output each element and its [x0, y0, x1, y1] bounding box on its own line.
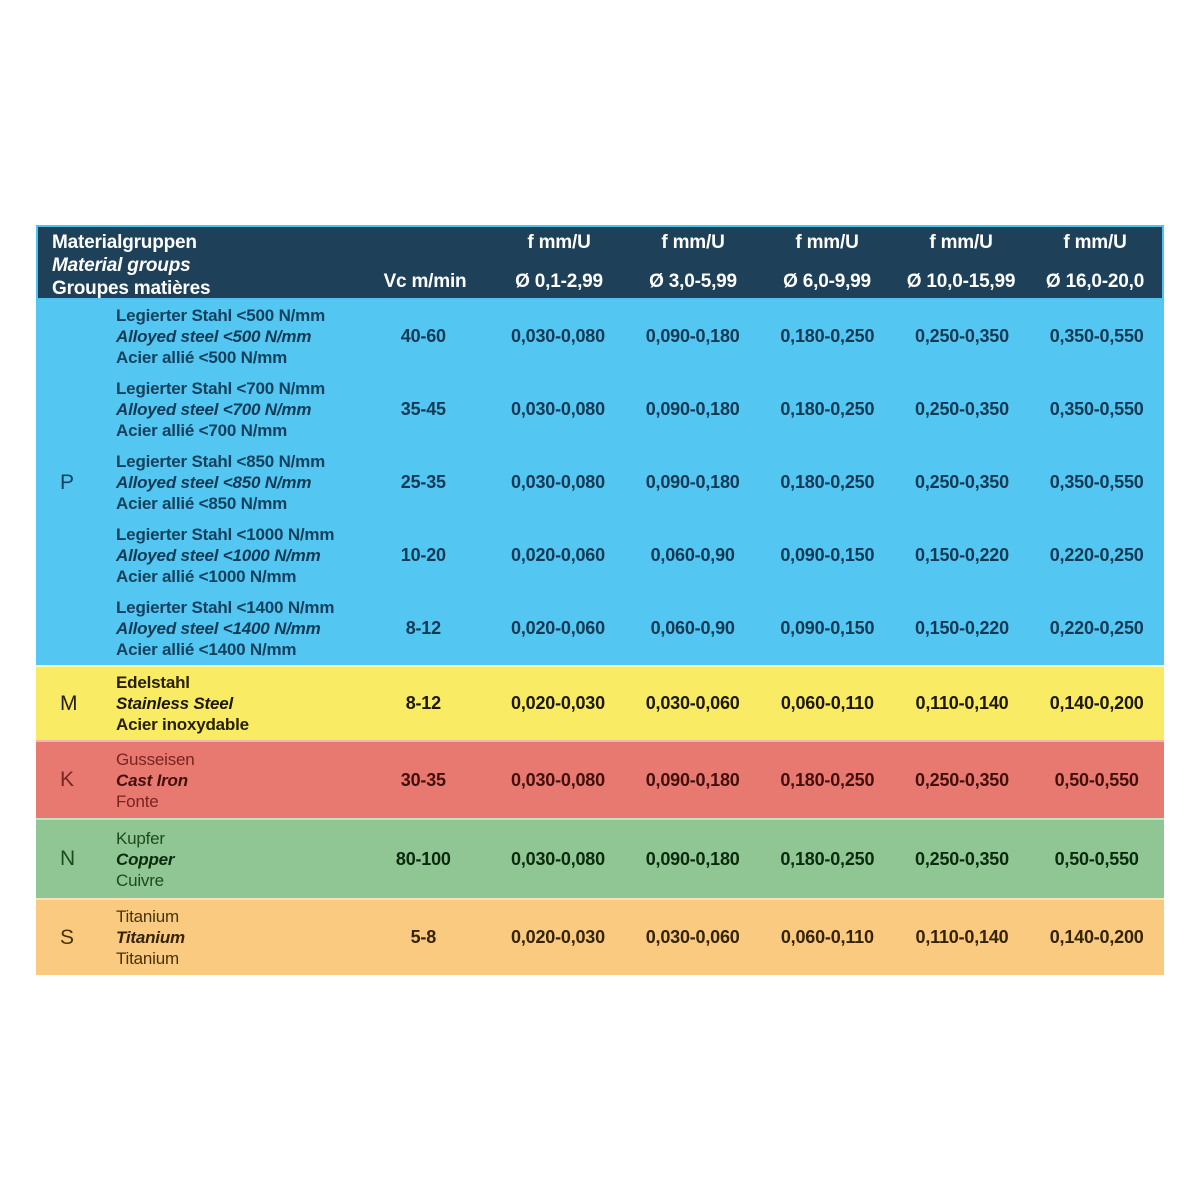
material-name-fr: Cuivre — [116, 870, 164, 890]
feed-value-col-5: 0,220-0,250 — [1049, 618, 1144, 638]
vc-value: 8-12 — [405, 693, 441, 713]
material-name-de: Titanium — [116, 907, 179, 926]
group-letter-S: S — [60, 925, 75, 949]
material-name-de: Legierter Stahl <1000 N/mm — [116, 525, 335, 544]
material-name-fr: Acier inoxydable — [116, 715, 249, 734]
material-name-de: Legierter Stahl <1400 N/mm — [116, 598, 335, 617]
feed-value-col-4: 0,250-0,350 — [915, 848, 1009, 869]
feed-value-col-3: 0,180-0,250 — [780, 769, 875, 790]
feed-value-col-4: 0,250-0,350 — [915, 769, 1009, 790]
feed-value-col-4: 0,110-0,140 — [915, 693, 1009, 713]
feed-value-col-5: 0,350-0,550 — [1049, 472, 1144, 492]
f-label: f mm/U — [661, 232, 725, 253]
header-material-groups — [38, 227, 358, 300]
material-name-de: Legierter Stahl <850 N/mm — [116, 452, 326, 471]
feed-value-col-1: 0,030-0,080 — [511, 326, 605, 346]
f-label: f mm/U — [929, 232, 993, 253]
feed-value-col-5: 0,50-0,550 — [1054, 769, 1139, 790]
feed-value-col-3: 0,090-0,150 — [780, 618, 875, 638]
header-vc — [358, 227, 492, 300]
feed-value-col-2: 0,090-0,180 — [645, 399, 740, 419]
f-label: f mm/U — [1063, 232, 1127, 253]
feed-value-col-1: 0,030-0,080 — [511, 848, 605, 869]
material-name-en: Alloyed steel <1400 N/mm — [116, 619, 321, 638]
feed-value-col-1: 0,020-0,060 — [511, 618, 605, 638]
material-name-de: Edelstahl — [116, 673, 190, 692]
table-header — [36, 225, 1164, 300]
feed-value-col-4: 0,250-0,350 — [915, 326, 1009, 346]
feed-value-col-4: 0,110-0,140 — [915, 927, 1009, 947]
feed-value-col-2: 0,060-0,90 — [650, 618, 735, 638]
vc-label: Vc m/min — [383, 271, 467, 292]
material-name — [116, 820, 356, 898]
feed-value-col-3: 0,180-0,250 — [780, 472, 875, 492]
section-S — [36, 898, 1164, 975]
material-name-en: Stainless Steel — [116, 694, 234, 713]
material-name — [116, 900, 356, 975]
header-title-en: Material groups — [52, 255, 191, 276]
diameter-range: Ø 3,0-5,99 — [649, 271, 737, 292]
feed-value-col-1: 0,030-0,080 — [511, 399, 605, 419]
vc-value: 40-60 — [400, 326, 446, 346]
material-name-de: Gusseisen — [116, 749, 195, 769]
material-name — [116, 742, 356, 818]
material-name-fr: Titanium — [116, 949, 179, 968]
feed-value-col-1: 0,020-0,060 — [511, 545, 605, 565]
material-name-de: Legierter Stahl <500 N/mm — [116, 306, 326, 325]
material-name-fr: Fonte — [116, 791, 159, 811]
material-name-de: Kupfer — [116, 828, 165, 848]
material-name-en: Alloyed steel <500 N/mm — [116, 327, 312, 346]
feed-value-col-3: 0,060-0,110 — [780, 693, 874, 713]
header-f-col-2 — [626, 227, 760, 300]
feed-value-col-2: 0,090-0,180 — [645, 848, 740, 869]
feed-value-col-4: 0,250-0,350 — [915, 472, 1009, 492]
feed-value-col-5: 0,140-0,200 — [1049, 693, 1144, 713]
feed-value-col-4: 0,150-0,220 — [915, 618, 1009, 638]
section-K — [36, 740, 1164, 818]
feed-value-col-2: 0,030-0,060 — [645, 693, 740, 713]
group-letter-P: P — [60, 470, 75, 494]
vc-value: 8-12 — [405, 618, 441, 638]
diameter-range: Ø 6,0-9,99 — [783, 271, 871, 292]
material-name-en: Copper — [116, 849, 175, 869]
material-name-fr: Acier allié <850 N/mm — [116, 494, 288, 513]
feed-value-col-3: 0,180-0,250 — [780, 848, 875, 869]
feed-value-col-2: 0,090-0,180 — [645, 769, 740, 790]
material-name-fr: Acier allié <700 N/mm — [116, 421, 288, 440]
header-title-de: Materialgruppen — [52, 232, 197, 253]
feed-value-col-2: 0,090-0,180 — [645, 472, 740, 492]
material-name-en: Alloyed steel <700 N/mm — [116, 400, 312, 419]
group-letter-K: K — [60, 768, 75, 791]
feed-value-col-3: 0,180-0,250 — [780, 399, 875, 419]
material-name — [116, 667, 356, 740]
table-body — [36, 300, 1164, 975]
feed-value-col-5: 0,220-0,250 — [1049, 545, 1144, 565]
feed-value-col-4: 0,150-0,220 — [915, 545, 1009, 565]
feed-value-col-2: 0,090-0,180 — [645, 326, 740, 346]
material-name — [116, 519, 356, 592]
section-N — [36, 818, 1164, 898]
feed-value-col-5: 0,350-0,550 — [1049, 399, 1144, 419]
feed-value-col-5: 0,50-0,550 — [1054, 848, 1139, 869]
diameter-range: Ø 16,0-20,0 — [1045, 271, 1145, 292]
header-f-col-3 — [760, 227, 894, 300]
material-name-en: Alloyed steel <1000 N/mm — [116, 546, 321, 565]
material-name-en: Alloyed steel <850 N/mm — [116, 473, 312, 492]
diameter-range: Ø 10,0-15,99 — [906, 271, 1016, 292]
header-f-col-5 — [1028, 227, 1162, 300]
diameter-range: Ø 0,1-2,99 — [515, 271, 603, 292]
material-name-fr: Acier allié <1400 N/mm — [116, 640, 297, 659]
material-name-fr: Acier allié <1000 N/mm — [116, 567, 297, 586]
section-M — [36, 665, 1164, 740]
feed-value-col-3: 0,090-0,150 — [780, 545, 875, 565]
vc-value: 5-8 — [410, 927, 437, 947]
vc-value: 10-20 — [400, 545, 446, 565]
header-title-fr: Groupes matières — [52, 278, 211, 299]
feed-value-col-1: 0,020-0,030 — [511, 927, 605, 947]
feed-value-col-1: 0,020-0,030 — [511, 693, 605, 713]
f-label: f mm/U — [527, 232, 591, 253]
feed-value-col-2: 0,030-0,060 — [645, 927, 740, 947]
material-name-fr: Acier allié <500 N/mm — [116, 348, 288, 367]
vc-value: 35-45 — [400, 399, 446, 419]
material-name — [116, 373, 356, 446]
header-f-col-1 — [492, 227, 626, 300]
feed-value-col-1: 0,030-0,080 — [511, 472, 605, 492]
material-name-de: Legierter Stahl <700 N/mm — [116, 379, 326, 398]
material-name-en: Titanium — [116, 928, 185, 947]
f-label: f mm/U — [795, 232, 859, 253]
material-name — [116, 592, 356, 665]
feed-value-col-5: 0,140-0,200 — [1049, 927, 1144, 947]
section-P — [36, 300, 1164, 665]
vc-value: 80-100 — [395, 848, 451, 869]
header-f-col-4 — [894, 227, 1028, 300]
feed-value-col-2: 0,060-0,90 — [650, 545, 735, 565]
feed-value-col-4: 0,250-0,350 — [915, 399, 1009, 419]
vc-value: 25-35 — [400, 472, 446, 492]
material-name — [116, 446, 356, 519]
material-name-en: Cast Iron — [116, 770, 188, 790]
feed-value-col-3: 0,180-0,250 — [780, 326, 875, 346]
feed-value-col-1: 0,030-0,080 — [511, 769, 605, 790]
group-letter-M: M — [60, 691, 78, 715]
feed-rate-table — [36, 225, 1164, 975]
feed-value-col-5: 0,350-0,550 — [1049, 326, 1144, 346]
feed-value-col-3: 0,060-0,110 — [780, 927, 874, 947]
group-letter-N: N — [60, 847, 76, 870]
vc-value: 30-35 — [400, 769, 446, 790]
material-name — [116, 300, 356, 373]
